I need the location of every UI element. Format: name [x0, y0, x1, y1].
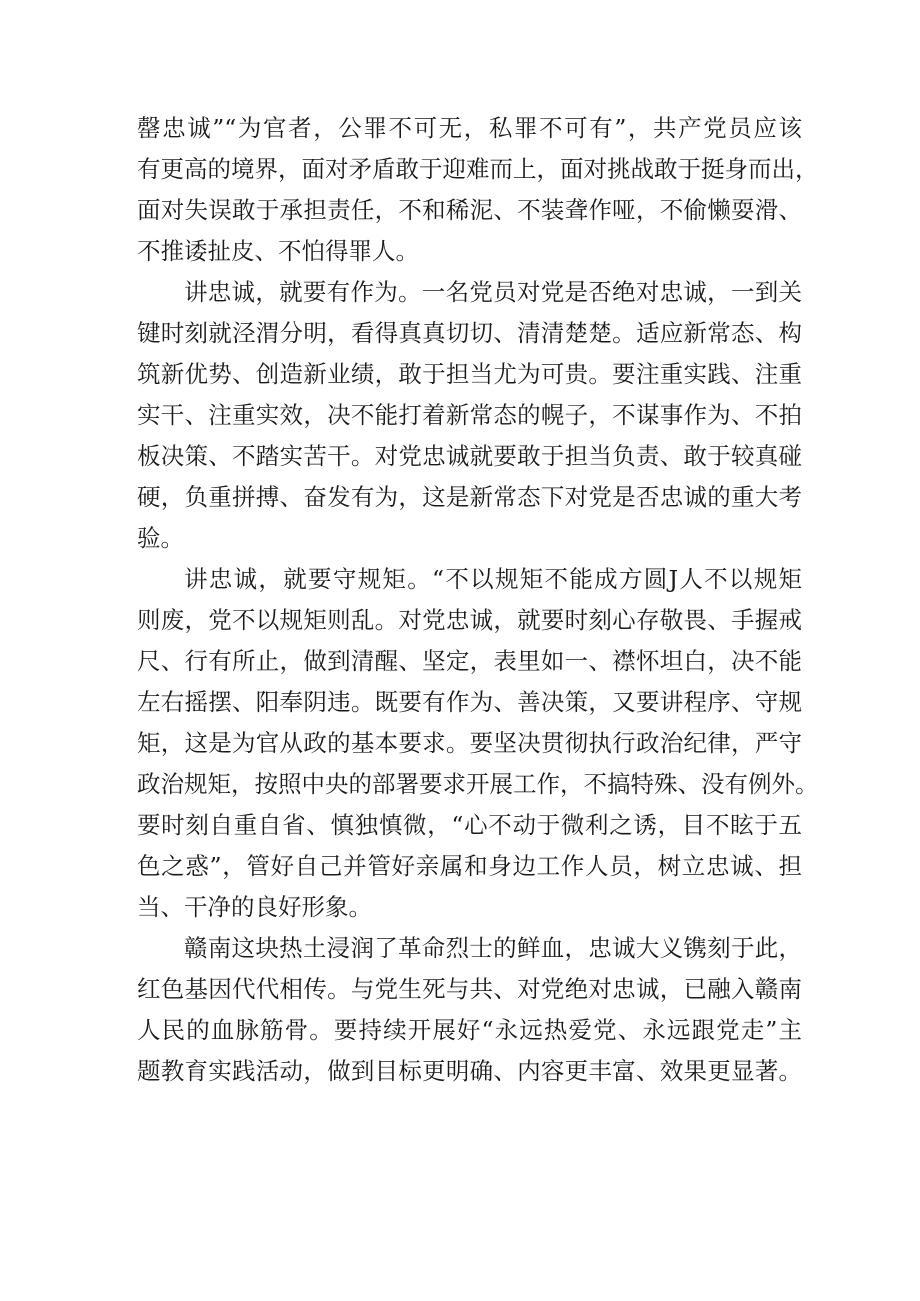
text-line: 题教育实践活动，做到目标更明确、内容更丰富、效果更显著。	[137, 1057, 802, 1085]
text-line: 硬，负重拼搏、奋发有为，这是新常态下对党是否忠诚的重大考	[137, 483, 802, 511]
text-line: 色之惑”，管好自己并管好亲属和身边工作人员，树立忠诚、担	[137, 852, 802, 880]
text-line: 则废，党不以规矩则乱。对党忠诚，就要时刻心存敬畏、手握戒	[137, 606, 802, 634]
text-line: 赣南这块热土浸润了革命烈士的鲜血，忠诚大义镌刻于此，	[184, 934, 802, 962]
text-line: 尺、行有所止，做到清醒、坚定，表里如一、襟怀坦白，决不能	[137, 647, 802, 675]
text-line: 面对失误敢于承担责任，不和稀泥、不装聋作哑，不偷懒耍滑、	[137, 196, 802, 224]
paragraph-3	[137, 559, 819, 928]
paragraph-1	[137, 108, 819, 272]
text-line: 验。	[137, 524, 184, 552]
text-line: 讲忠诚，就要守规矩。“不以规矩不能成方圆J人不以规矩	[184, 565, 802, 593]
text-line: 不推诿扯皮、不怕得罪人。	[137, 237, 419, 265]
text-line: 政治规矩，按照中央的部署要求开展工作，不搞特殊、没有例外。	[137, 770, 819, 798]
text-line: 罄忠诚”“为官者，公罪不可无，私罪不可有”，共产党员应该	[137, 114, 802, 142]
text-line: 红色基因代代相传。与党生死与共、对党绝对忠诚，已融入赣南	[137, 975, 802, 1003]
text-line: 实干、注重实效，决不能打着新常态的幌子，不谋事作为、不拍	[137, 401, 802, 429]
text-line: 有更高的境界，面对矛盾敢于迎难而上，面对挑战敢于挺身而出，	[137, 155, 819, 183]
text-line: 要时刻自重自省、慎独慎微，“心不动于微利之诱，目不眩于五	[137, 811, 802, 839]
text-line: 板决策、不踏实苦干。对党忠诚就要敢于担当负责、敢于较真碰	[137, 442, 802, 470]
text-line: 筑新优势、创造新业绩，敢于担当尤为可贵。要注重实践、注重	[137, 360, 802, 388]
text-line: 矩，这是为官从政的基本要求。要坚决贯彻执行政治纪律，严守	[137, 729, 802, 757]
paragraph-2	[137, 272, 802, 559]
text-line: 左右摇摆、阳奉阴违。既要有作为、善决策，又要讲程序、守规	[137, 688, 802, 716]
document-body	[137, 108, 819, 1092]
text-line: 当、干净的良好形象。	[137, 893, 372, 921]
paragraph-4	[137, 928, 802, 1092]
text-line: 键时刻就泾渭分明，看得真真切切、清清楚楚。适应新常态、构	[137, 319, 802, 347]
text-line: 人民的血脉筋骨。要持续开展好“永远热爱党、永远跟党走”主	[137, 1016, 802, 1044]
text-line: 讲忠诚，就要有作为。一名党员对党是否绝对忠诚，一到关	[184, 278, 802, 306]
